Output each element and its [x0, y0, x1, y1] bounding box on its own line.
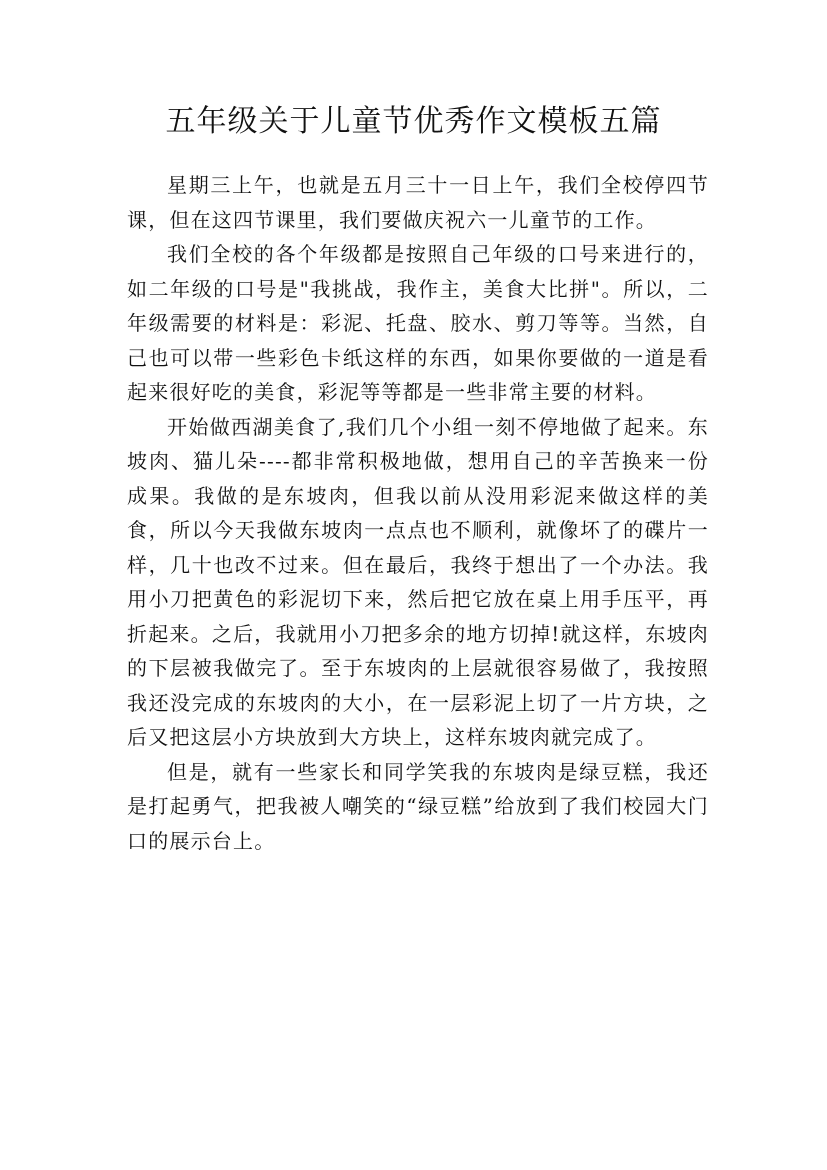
document-body: [127, 168, 709, 858]
paragraph-2: 我们全校的各个年级都是按照自己年级的口号来进行的，如二年级的口号是"我挑战，我作主，美食大比拼"。所以，二年级需要的材料是：彩泥、托盘、胶水、剪刀等等。当然，自己也可以带一些彩色卡纸这样的东西，如果你要做的一道是看起来很好吃的美食，彩泥等等都是一些非常主要的材料。: [127, 242, 709, 404]
paragraph-3: 开始做西湖美食了,我们几个小组一刻不停地做了起来。东坡肉、猫儿朵----都非常积极地做，想用自己的辛苦换来一份成果。我做的是东坡肉，但我以前从没用彩泥来做这样的美食，所以今天我做东坡肉一点点也不顺利，就像坏了的碟片一样，几十也改不过来。但在最后，我终于想出了一个办法。我用小刀把黄色的彩泥切下来，然后把它放在桌上用手压平，再折起来。之后，我就用小刀把多余的地方切掉!就这样，东坡肉的下层被我做完了。至于东坡肉的上层就很容易做了，我按照我还没完成的东坡肉的大小，在一层彩泥上切了一片方块，之后又把这层小方块放到大方块上，这样东坡肉就完成了。: [127, 414, 709, 749]
paragraph-1: 星期三上午，也就是五月三十一日上午，我们全校停四节课，但在这四节课里，我们要做庆祝六一儿童节的工作。: [127, 173, 709, 232]
paragraph-4: 但是，就有一些家长和同学笑我的东坡肉是绿豆糕，我还是打起勇气，把我被人嘲笑的“绿豆糕”给放到了我们校园大门口的展示台上。: [127, 759, 709, 853]
document-title: 五年级关于儿童节优秀作文模板五篇: [165, 104, 662, 139]
